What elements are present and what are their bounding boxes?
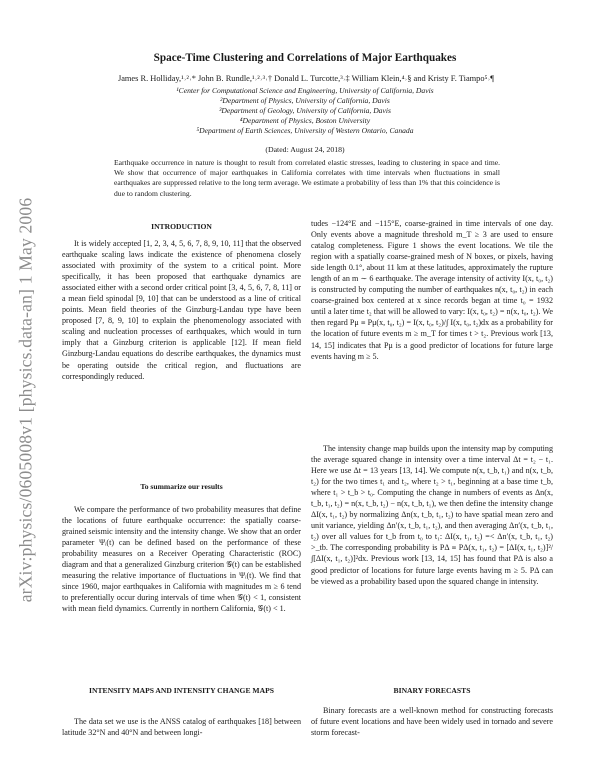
author-list: James R. Holliday,¹˒²˒* John B. Rundle,¹˒²˒³˒† Donald L. Turcotte,³˒‡ William Klein,⁴˒§ and Kristy F. Tiampo⁵˒¶ (117, 74, 495, 83)
affiliation-5: ⁵Department of Earth Sciences, University of Western Ontario, Canada (196, 126, 414, 135)
section-heading-introduction: INTRODUCTION (151, 222, 212, 231)
affiliation-3: ³Department of Geology, University of California, Davis (219, 106, 391, 115)
summary-paragraph: We compare the performance of two probability measures that define the locations of future earthquake occurrence: the spatially coarse-grained seismic intensity and the intensity change. We show that an order parameter Ψᵢ(t) can be defined based on the performance of these probability measures on a Receiver Operating Characteristic (ROC) diagram and that a generalized Ginzburg criterion 𝒢(t) can be established measuring the relative importance of fluctuations in Ψᵢ(t). We find that since 1960, major earthquakes in California with magnitudes m ≥ 6 tend to preferentially occur during intervals of time when 𝒢(t) < 1, consistent with mean field dynamics. Currently in northern California, 𝒢(t) < 1. (62, 505, 301, 614)
arxiv-id-text: arXiv:physics/0605008v1 [physics.data-an] 1 May 2006 (15, 197, 36, 603)
section-heading-summary: To summarize our results (140, 482, 223, 491)
maps-paragraph-continued: tudes −124°E and −115°E, coarse-grained in time intervals of one day. Only events above a magnitude threshold m_T ≥ 3 are used to ensure catalog completeness. Figure 1 shows the event locations. We tile the region with a spatially coarse-grained mesh of N boxes, or pixels, having side length 0.1°, about 11 km at these latitudes, approximately the rupture length of an m ∼ 6 earthquake. The average intensity of activity I(x, t₀, t₂) is constructed by computing the number of earthquakes n(x, t₀, t₂) in each coarse-grained box centered at x since records began at time t₀ = 1932 until a later time t₂ that will be allowed to vary: I(x, t₀, t₂) = n(x, t₀, t₂). We then regard Pμ ≡ Pμ(x, t₀, t₂) = I(x, t₀, t₂)/∫ I(x, t₀, t₂)dx as a probability for the location of future events m ≥ m_T for times t > t₂. Previous work [13, 14, 15] indicates that Pμ is a good predictor of locations for future large events having m ≥ 5. (311, 219, 553, 361)
intensity-change-paragraph: The intensity change map builds upon the intensity map by computing the average squared change in intensity over a time interval Δt = t₂ − t₁. Here we use Δt = 13 years [13, 14]. We compute n(x, t_b, t₁) and n(x, t_b, t₂) for the two times t₁ and t₂, where t₂ > t₁, beginning at a base time t_b, where t₁ > t_b > t₀. Computing the change in numbers of events as Δn(x, t_b, t₁, t₂) = n(x, t_b, t₂) − n(x, t_b, t₁), we then define the intensity change ΔI(x, t₁, t₂) by normalizing Δn(x, t_b, t₁, t₂) to have spatial mean zero and unit variance, yielding Δn′(x, t_b, t₁, t₂), and then averaging Δn′(x, t_b, t₁, t₂) over all values for t_b from t₀ to t₁: ΔI(x, t₁, t₂) =< Δn′(x, t_b, t₁, t₂) >_tb. The corresponding probability is PΔ ≡ PΔ(x, t₁, t₂) = [ΔI(x, t₁, t₂)]²/∫[ΔI(x, t₁, t₂)]²dx. Previous work [13, 14, 15] has found that PΔ is also a good predictor of locations for future large events having m ≥ 5. PΔ can be viewed as a probability based upon the squared change in intensity. (311, 444, 553, 586)
affiliation-2: ²Department of Physics, University of California, Davis (220, 96, 390, 105)
date-line: (Dated: August 24, 2018) (265, 145, 345, 154)
paper-title: Space-Time Clustering and Correlations of Major Earthquakes (153, 52, 457, 64)
intro-paragraph: It is widely accepted [1, 2, 3, 4, 5, 6, 7, 8, 9, 10, 11] that the observed earthquake scaling laws indicate the existence of phenomena closely associated with proximity of the system to a critical point. More specifically, it has been proposed that earthquake dynamics are associated either with a second order critical point [3, 4, 5, 6, 7, 8, 11] or a mean field spinodal [9, 10] that can be understood as a line of critical points. Mean field theories of the Ginzburg-Landau type have been proposed [7, 8, 9, 10] to explain the phenomenology associated with scaling and nucleation processes of earthquakes, which would in turn imply that a Ginzburg criterion is applicable [12]. If mean field Ginzburg-Landau equations do describe earthquakes, the dynamics must be operating outside the critical region, and fluctuations are correspondingly reduced. (62, 239, 301, 381)
affiliation-4: ⁴Department of Physics, Boston University (239, 116, 371, 125)
arxiv-identifier (8, 160, 44, 640)
maps-paragraph-start: The data set we use is the ANSS catalog of earthquakes [18] between latitude 32°N and 40°N and between longi- (62, 717, 301, 738)
binary-paragraph: Binary forecasts are a well-known method for constructing forecasts of future event locations and have been widely used in tornado and severe storm forecast- (311, 706, 553, 738)
section-heading-binary-forecasts: BINARY FORECASTS (393, 686, 471, 695)
abstract: Earthquake occurrence in nature is thought to result from correlated elastic stresses, leading to clustering in space and time. We show that occurrence of major earthquakes in California correlates with time intervals when fluctuations in small earthquakes are suppressed relative to the long term average. We estimate a probability of less than 1% that this coincidence is due to random clustering. (114, 158, 500, 198)
affiliation-1: ¹Center for Computational Science and Engineering, University of California, Davis (176, 86, 434, 95)
section-heading-intensity-maps: INTENSITY MAPS AND INTENSITY CHANGE MAPS (89, 686, 274, 695)
